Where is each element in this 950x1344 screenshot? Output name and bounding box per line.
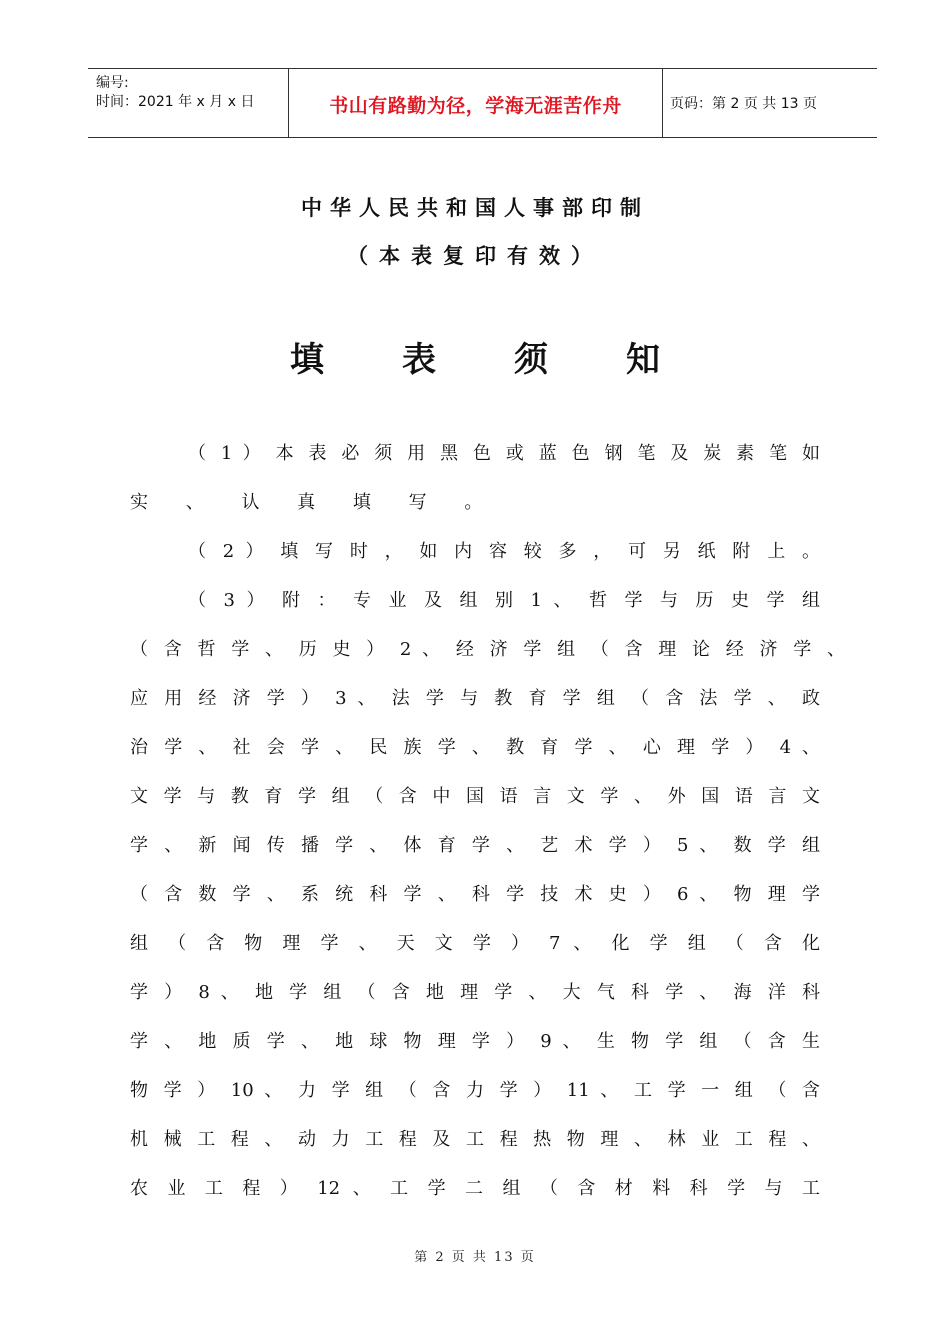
copy-valid-note: （本表复印有效） bbox=[347, 244, 603, 268]
body-line: （ 含 哲 学 、 历 史 ） 2 、 经 济 学 组 （ 含 理 论 经 济 学 、 bbox=[130, 639, 845, 660]
page-title: 填表须知 bbox=[290, 340, 738, 380]
body-line: （ 含 数 学 、 系 统 科 学 、 科 学 技 术 史 ） 6 、 物 理 学 bbox=[130, 884, 820, 905]
header-page-cell bbox=[662, 69, 877, 137]
issuer-line: 中华人民共和国人事部印制 bbox=[301, 196, 649, 220]
body-line: 机 械 工 程 、 动 力 工 程 及 工 程 热 物 理 、 林 业 工 程 、 bbox=[130, 1129, 820, 1150]
header-meta-cell bbox=[88, 69, 288, 137]
body-line: 学 、 地 质 学 、 地 球 物 理 学 ） 9 、 生 物 学 组 （ 含 生 bbox=[130, 1031, 820, 1052]
body-line: 学 ） 8 、 地 学 组 （ 含 地 理 学 、 大 气 科 学 、 海 洋 科 bbox=[130, 982, 820, 1003]
page-info: 页码：第 2 页 共 13 页 bbox=[670, 96, 817, 112]
body-line: 治 学 、 社 会 学 、 民 族 学 、 教 育 学 、 心 理 学 ） 4 、 bbox=[130, 737, 820, 758]
serial-label: 编号: bbox=[96, 75, 129, 91]
body-line: 文 学 与 教 育 学 组 （ 含 中 国 语 言 文 学 、 外 国 语 言 文 bbox=[130, 786, 820, 807]
body-line: （ 2 ） 填 写 时 ， 如 内 容 较 多 ， 可 另 纸 附 上 。 bbox=[188, 541, 820, 562]
time-label: 时间：2021 年 x 月 x 日 bbox=[96, 94, 255, 110]
document-header bbox=[88, 68, 877, 138]
motto-text: 书山有路勤为径，学海无涯苦作舟 bbox=[329, 95, 622, 117]
body-line: 组 （ 含 物 理 学 、 天 文 学 ） 7 、 化 学 组 （ 含 化 bbox=[130, 933, 820, 954]
body-line: （ 3 ） 附 ： 专 业 及 组 别 1 、 哲 学 与 历 史 学 组 bbox=[188, 590, 820, 611]
body-line: 农 业 工 程 ） 12 、 工 学 二 组 （ 含 材 料 科 学 与 工 bbox=[130, 1178, 820, 1199]
footer-page-number: 第 2 页 共 13 页 bbox=[414, 1250, 536, 1265]
header-motto-cell bbox=[288, 69, 663, 137]
body-line: 应 用 经 济 学 ） 3 、 法 学 与 教 育 学 组 （ 含 法 学 、 政 bbox=[130, 688, 820, 709]
body-line: 实 、 认 真 填 写 。 bbox=[130, 492, 499, 513]
body-line: 物 学 ） 10 、 力 学 组 （ 含 力 学 ） 11 、 工 学 一 组 （ 含 bbox=[130, 1080, 820, 1101]
body-line: 学 、 新 闻 传 播 学 、 体 育 学 、 艺 术 学 ） 5 、 数 学 组 bbox=[130, 835, 820, 856]
body-line: （ 1 ） 本 表 必 须 用 黑 色 或 蓝 色 钢 笔 及 炭 素 笔 如 bbox=[188, 443, 820, 464]
